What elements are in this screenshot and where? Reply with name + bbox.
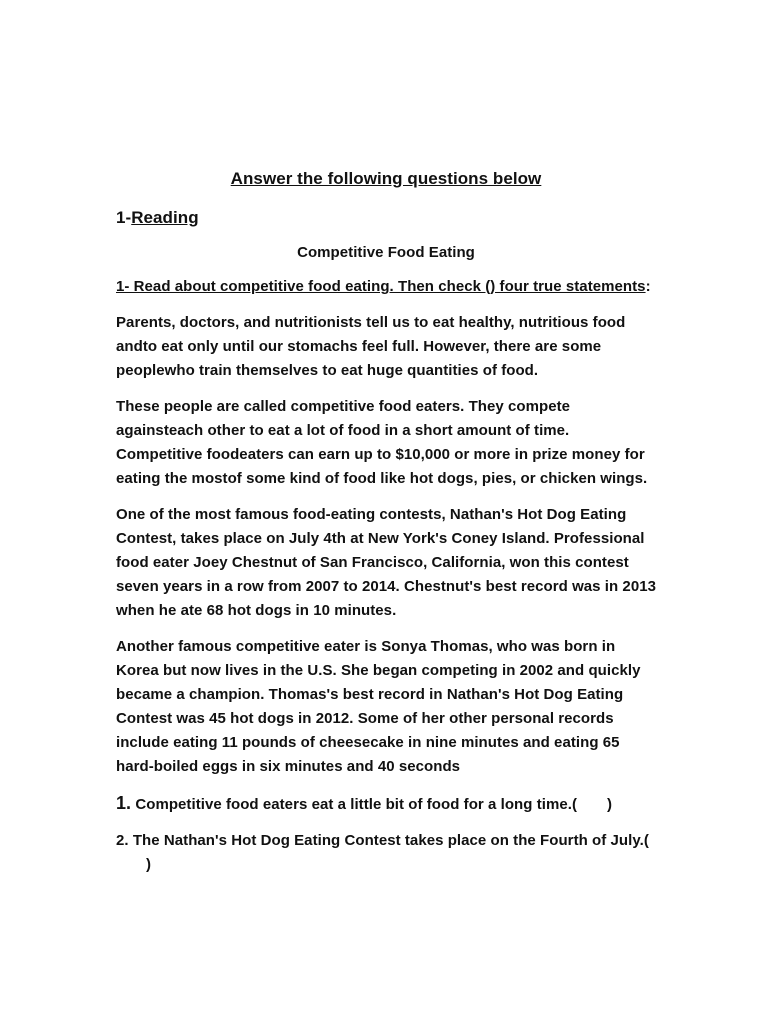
question-2 xyxy=(116,829,656,877)
instruction-underlined: 1- Read about competitive food eating. Then check () four true statements xyxy=(116,278,646,295)
instruction-text xyxy=(116,275,656,299)
article-title: Competitive Food Eating xyxy=(297,244,475,261)
question-2-close: ) xyxy=(146,856,152,873)
paragraph-2: These people are called competitive food eaters. They compete againsteach other to eat a lot of food in a short amount of time. Competitive foodeaters can earn up to $10,000 or more in prize money for eating the mostof some kind of food like hot dogs, pies, or chicken wings. xyxy=(116,398,648,487)
worksheet-content xyxy=(116,166,656,889)
question-1-number: 1. xyxy=(116,793,132,813)
page-title: Answer the following questions below xyxy=(230,169,542,188)
section-number: 1- xyxy=(116,208,132,227)
instruction-suffix: : xyxy=(645,278,651,295)
question-2-number: 2. xyxy=(116,832,129,849)
question-1-text: Competitive food eaters eat a little bit of food for a long time.( xyxy=(131,796,578,813)
question-2-text: The Nathan's Hot Dog Eating Contest takes place on the Fourth of July.( xyxy=(128,832,649,849)
section-label: Reading xyxy=(131,208,199,227)
paragraph-3: One of the most famous food-eating contests, Nathan's Hot Dog Eating Contest, takes place on July 4th at New York's Coney Island. Professional food eater Joey Chestnut of San Francisco, California, won this contest seven years in a row from 2007 to 2014. Chestnut's best record was in 2013 when he ate 68 hot dogs in 10 minutes. xyxy=(116,506,657,619)
question-1 xyxy=(116,791,656,817)
question-1-close: ) xyxy=(607,796,613,813)
paragraph-4: Another famous competitive eater is Sonya Thomas, who was born in Korea but now lives in the U.S. She began competing in 2002 and quickly became a champion. Thomas's best record in Nathan's Hot Dog Eating Contest was 45 hot dogs in 2012. Some of her other personal records include eating 11 pounds of cheesecake in nine minutes and eating 65 hard-boiled eggs in six minutes and 40 seconds xyxy=(116,638,641,775)
section-heading xyxy=(116,205,656,231)
paragraph-1: Parents, doctors, and nutritionists tell us to eat healthy, nutritious food andto eat only until our stomachs feel full. However, there are some peoplewho train themselves to eat huge quantities of food. xyxy=(116,314,626,379)
